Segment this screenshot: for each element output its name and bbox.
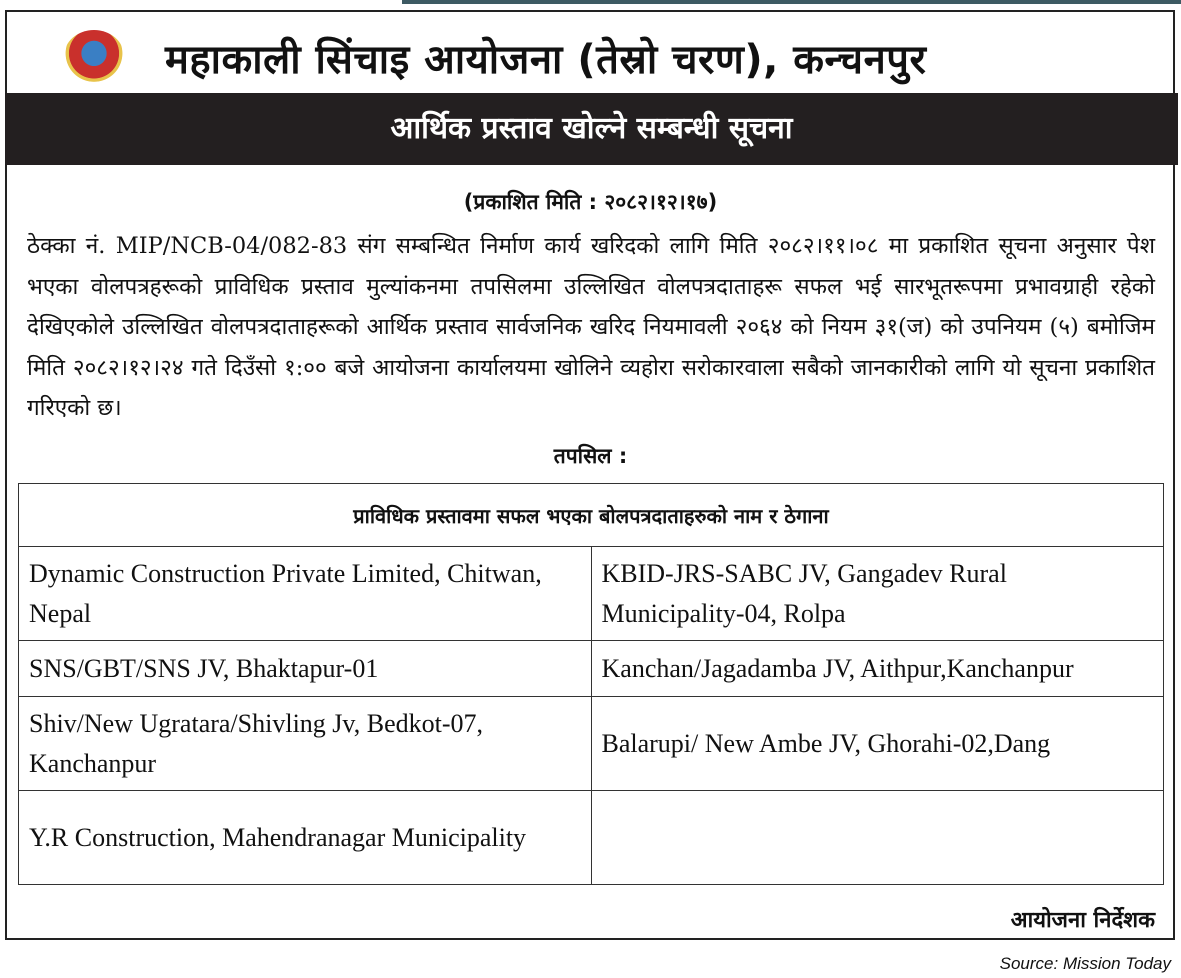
table-cell — [591, 791, 1164, 885]
table-cell: SNS/GBT/SNS JV, Bhaktapur-01 — [19, 641, 592, 697]
source-credit: Source: Mission Today — [999, 954, 1171, 973]
notice-header — [0, 10, 1181, 90]
table-row — [19, 791, 1164, 885]
table-header: प्राविधिक प्रस्तावमा सफल भएका बोलपत्रदाताहरुको नाम र ठेगाना — [19, 484, 1164, 547]
schedule-label: तपसिल : — [553, 444, 628, 468]
notice-body: ठेक्का नं. MIP/NCB-04/082-83 संग सम्बन्धित निर्माण कार्य खरिदको लागि मिति २०८२।११।०८ मा प्रकाशित सूचना अनुसार पेश भएका वोलपत्रहरूको प्राविधिक प्रस्ताव मुल्यांकनमा तपसिलमा उल्लिखित वोलपत्रदाताहरू सफल भई सारभूतरूपमा प्रभावग्राही रहेको देखिएकोले उल्लिखित वोलपत्रदाताहरूको आर्थिक प्रस्ताव सार्वजनिक खरिद नियमावली २०६४ को नियम ३१(ज) को उपनियम (५) बमोजिम मिति २०८२।१२।२४ गते दिउँसो १:०० बजे आयोजना कार्यालयमा खोलिने व्यहोरा सरोकारवाला सबैको जानकारीको लागि यो सूचना प्रकाशित गरिएको छ। — [27, 233, 1155, 421]
top-rule — [402, 0, 1181, 4]
table-cell: Dynamic Construction Private Limited, Chitwan, Nepal — [19, 547, 592, 641]
signatory: आयोजना निर्देशक — [1010, 908, 1155, 933]
table-cell: Kanchan/Jagadamba JV, Aithpur,Kanchanpur — [591, 641, 1164, 697]
table-row — [19, 547, 1164, 641]
bidders-table — [18, 483, 1164, 885]
table-row — [19, 641, 1164, 697]
table-row — [19, 697, 1164, 791]
nepal-government-emblem-icon — [64, 30, 124, 82]
published-date: (प्रकाशित मिति : २०८२।१२।१७) — [463, 190, 718, 214]
table-cell: Shiv/New Ugratara/Shivling Jv, Bedkot-07, Kanchanpur — [19, 697, 592, 791]
table-cell: Balarupi/ New Ambe JV, Ghorahi-02,Dang — [591, 697, 1164, 791]
table-cell: KBID-JRS-SABC JV, Gangadev Rural Municipality-04, Rolpa — [591, 547, 1164, 641]
organization-title: महाकाली सिंचाइ आयोजना (तेस्रो चरण), कन्चनपुर — [165, 37, 927, 83]
notice-title-banner: आर्थिक प्रस्ताव खोल्ने सम्बन्धी सूचना — [5, 93, 1178, 165]
table-cell: Y.R Construction, Mahendranagar Municipality — [19, 791, 592, 885]
